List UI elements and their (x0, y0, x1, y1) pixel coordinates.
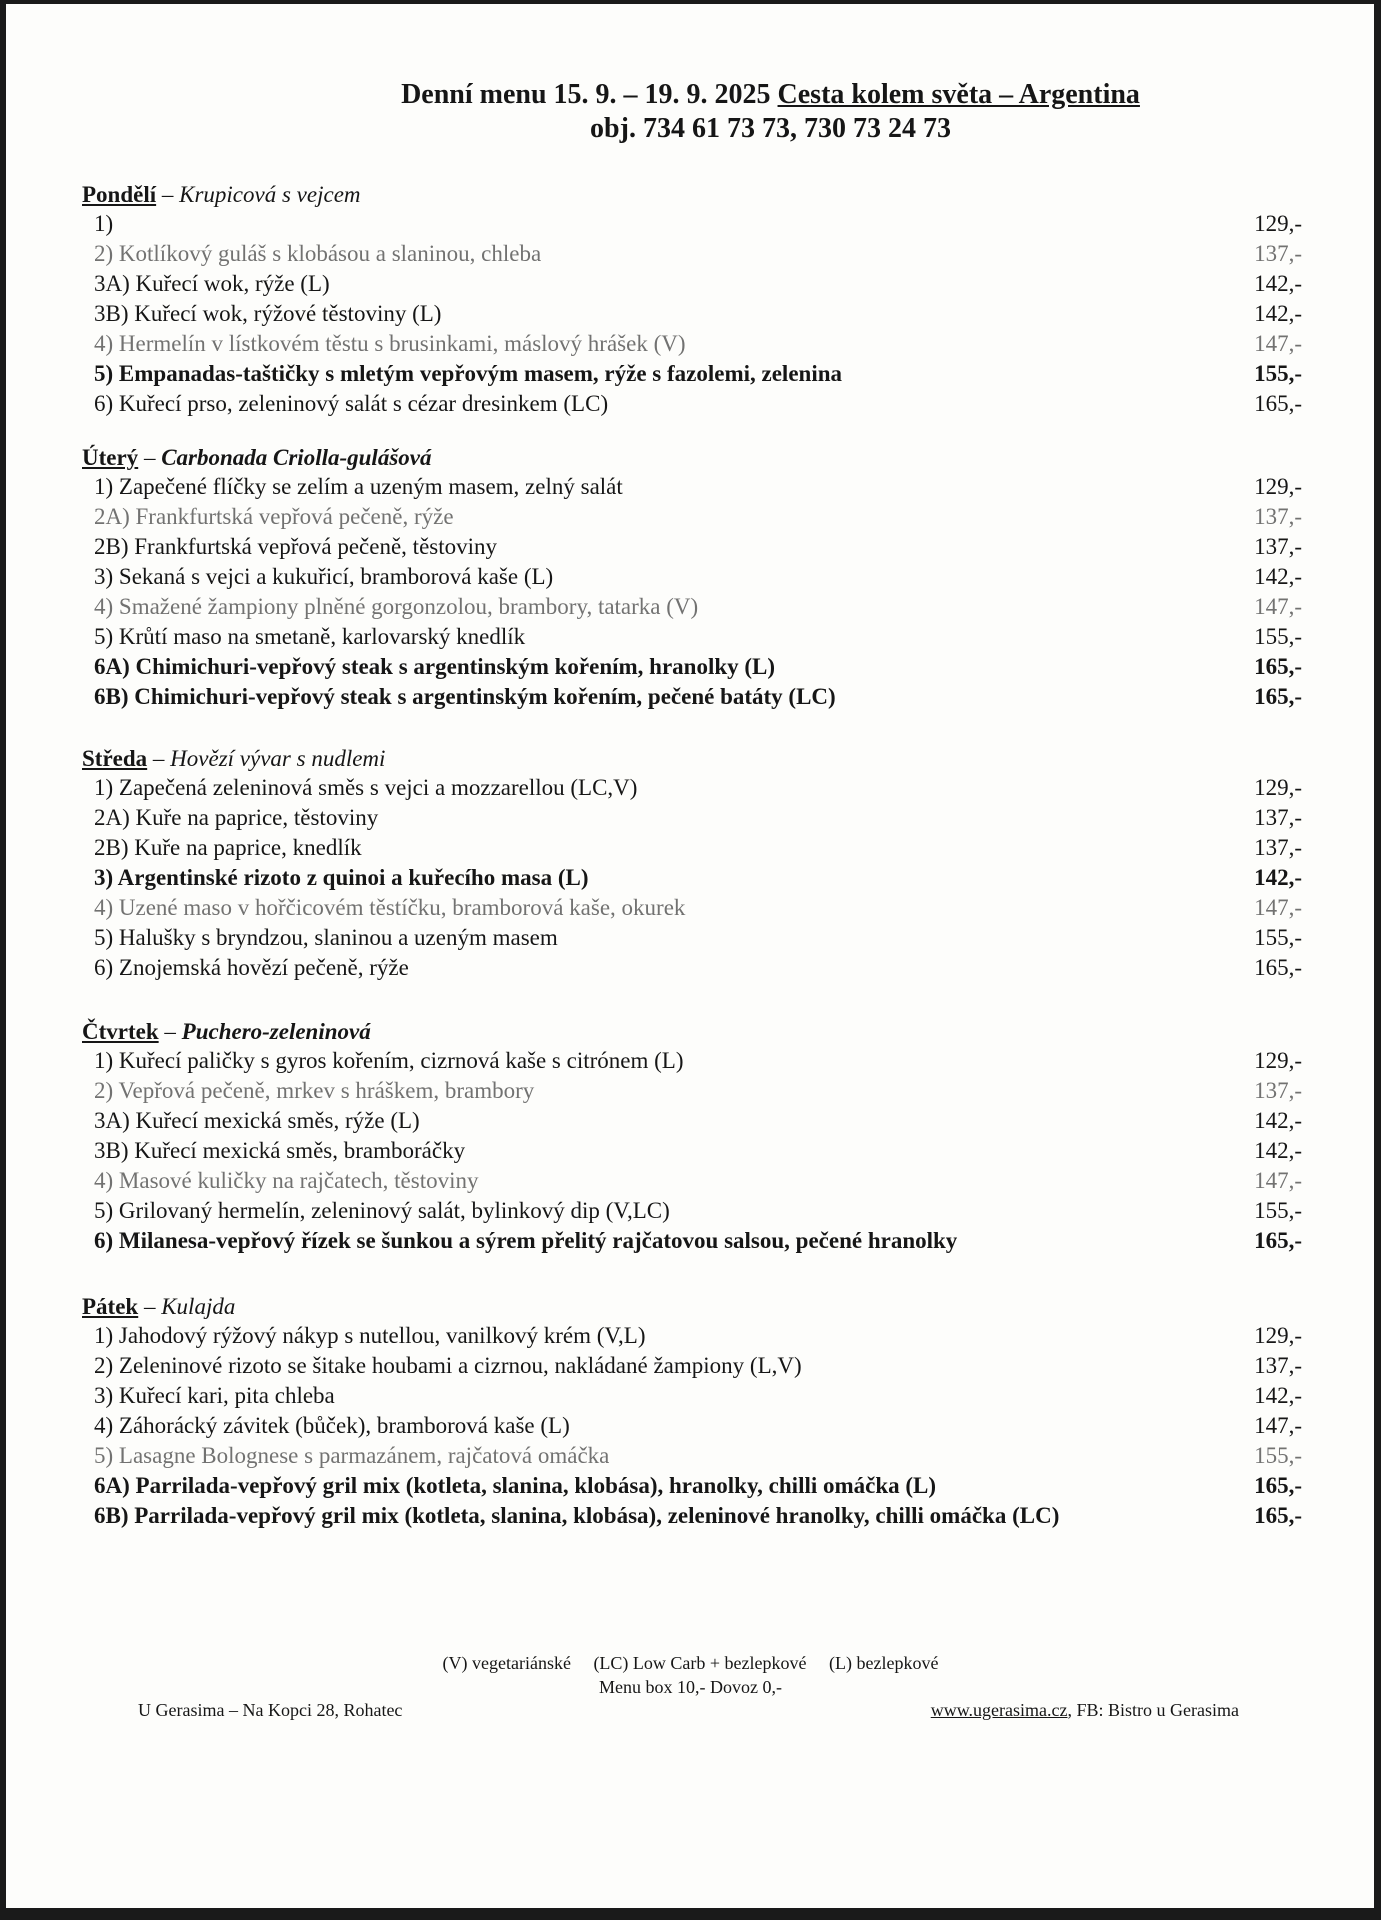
menu-item-price: 155,- (1254, 925, 1302, 950)
menu-item (82, 1196, 1302, 1226)
restaurant-address: U Gerasima – Na Kopci 28, Rohatec (138, 1700, 403, 1720)
menu-theme: Cesta kolem světa – Argentina (777, 79, 1140, 110)
menu-item-price: 142,- (1254, 271, 1302, 296)
legend-gluten-free: (L) bezlepkové (829, 1653, 939, 1673)
menu-item (82, 953, 1302, 983)
menu-item-price: 129,- (1254, 775, 1302, 800)
menu-item-label: 4) Smažené žampiony plněné gorgonzolou, brambory, tatarka (V) (94, 594, 699, 619)
menu-item-price: 147,- (1254, 331, 1302, 356)
day-heading: Pátek – Kulajda (82, 1294, 236, 1319)
menu-item (82, 893, 1302, 923)
menu-item (82, 359, 1302, 389)
menu-item-label: 3) Sekaná s vejci a kukuřicí, bramborová kaše (L) (94, 564, 554, 589)
menu-item-label: 1) Kuřecí paličky s gyros kořením, cizrnová kaše s citrónem (L) (94, 1048, 684, 1073)
menu-item-label: 3) Argentinské rizoto z quinoi a kuřecího masa (L) (94, 865, 589, 890)
day-name: Úterý (82, 445, 139, 470)
menu-item-price: 142,- (1254, 301, 1302, 326)
day-name: Středa (82, 746, 148, 771)
menu-item-label: 2A) Frankfurtská vepřová pečeně, rýže (94, 504, 454, 529)
menu-item-price: 165,- (1254, 1228, 1302, 1253)
day-name: Čtvrtek (82, 1019, 159, 1044)
menu-item-price: 137,- (1254, 534, 1302, 559)
menu-item-label: 6B) Chimichuri-vepřový steak s argentinským kořením, pečené batáty (LC) (94, 684, 836, 709)
legend-line (0, 1651, 1381, 1675)
menu-item (82, 1076, 1302, 1106)
day-name: Pátek (82, 1294, 139, 1319)
day-heading: Úterý – Carbonada Criolla-gulášová (82, 445, 432, 470)
day-soup: Carbonada Criolla-gulášová (161, 445, 432, 470)
menu-item (82, 562, 1302, 592)
menu-item-label: 4) Uzené maso v hořčicovém těstíčku, bramborová kaše, okurek (94, 895, 686, 920)
menu-item-label: 6A) Chimichuri-vepřový steak s argentinským kořením, hranolky (L) (94, 654, 776, 679)
menu-item-price: 142,- (1254, 1383, 1302, 1408)
day-soup: Krupicová s vejcem (179, 182, 361, 207)
menu-item-price: 165,- (1254, 654, 1302, 679)
menu-item-price: 137,- (1254, 1353, 1302, 1378)
menu-item-label: 5) Krůtí maso na smetaně, karlovarský knedlík (94, 624, 526, 649)
menu-box-delivery: Menu box 10,- Dovoz 0,- (599, 1677, 782, 1697)
day-soup: Puchero-zeleninová (181, 1019, 371, 1044)
menu-item (82, 1501, 1302, 1531)
menu-item-label: 4) Záhorácký závitek (bůček), bramborová kaše (L) (94, 1413, 570, 1438)
menu-item-label: 3) Kuřecí kari, pita chleba (94, 1383, 335, 1408)
menu-item-label: 5) Empanadas-taštičky s mletým vepřovým masem, rýže s fazolemi, zelenina (94, 361, 843, 386)
menu-header (0, 78, 1381, 146)
menu-item-label: 2B) Kuře na paprice, knedlík (94, 835, 362, 860)
menu-item (82, 299, 1302, 329)
menu-item (82, 1166, 1302, 1196)
day-heading: Středa – Hovězí vývar s nudlemi (82, 746, 386, 771)
menu-item-label: 1) Jahodový rýžový nákyp s nutellou, vanilkový krém (V,L) (94, 1323, 646, 1348)
menu-item (82, 329, 1302, 359)
menu-item-label: 2) Vepřová pečeně, mrkev s hráškem, brambory (94, 1078, 535, 1103)
menu-item-label: 2B) Frankfurtská vepřová pečeně, těstoviny (94, 534, 498, 559)
menu-item-price: 129,- (1254, 474, 1302, 499)
day-tuesday (82, 443, 1302, 712)
menu-item-price: 137,- (1254, 241, 1302, 266)
menu-item-price: 137,- (1254, 835, 1302, 860)
menu-item (82, 239, 1302, 269)
day-monday (82, 180, 1302, 419)
menu-item (82, 1471, 1302, 1501)
day-thursday (82, 1017, 1302, 1256)
day-heading: Čtvrtek – Puchero-zeleninová (82, 1019, 371, 1044)
menu-item-price: 142,- (1254, 1108, 1302, 1133)
menu-item-price: 155,- (1254, 1443, 1302, 1468)
menu-item-label: 3A) Kuřecí mexická směs, rýže (L) (94, 1108, 420, 1133)
website-link[interactable]: www.ugerasima.cz (930, 1700, 1068, 1720)
menu-item-label: 6) Kuřecí prso, zeleninový salát s cézar dresinkem (LC) (94, 391, 609, 416)
menu-item-label: 2) Kotlíkový guláš s klobásou a slaninou, chleba (94, 241, 542, 266)
menu-item-label: 1) Zapečená zeleninová směs s vejci a mozzarellou (LC,V) (94, 775, 638, 800)
menu-item-price: 129,- (1254, 1323, 1302, 1348)
day-soup: Kulajda (161, 1294, 236, 1319)
menu-item-label: 3A) Kuřecí wok, rýže (L) (94, 271, 330, 296)
menu-item (82, 1046, 1302, 1076)
menu-item-price: 147,- (1254, 1168, 1302, 1193)
menu-item (82, 1411, 1302, 1441)
menu-item-price: 142,- (1254, 1138, 1302, 1163)
diet-legend (0, 1651, 1381, 1699)
menu-item (82, 1381, 1302, 1411)
menu-item-label: 5) Halušky s bryndzou, slaninou a uzeným masem (94, 925, 558, 950)
menu-item-label: 6B) Parrilada-vepřový gril mix (kotleta, slanina, klobása), zeleninové hranolky, chilli omáčka (LC) (94, 1503, 1060, 1528)
menu-item (82, 502, 1302, 532)
menu-item (82, 622, 1302, 652)
menu-title (160, 78, 1381, 112)
menu-item (82, 863, 1302, 893)
menu-item-price: 165,- (1254, 391, 1302, 416)
menu-item (82, 1106, 1302, 1136)
menu-item-price: 142,- (1254, 564, 1302, 589)
menu-item (82, 1136, 1302, 1166)
menu-item (82, 1351, 1302, 1381)
restaurant-web (931, 1700, 1239, 1721)
menu-item (82, 682, 1302, 712)
facebook-name: , FB: Bistro u Gerasima (1067, 1700, 1239, 1720)
menu-item-label: 5) Grilovaný hermelín, zeleninový salát, bylinkový dip (V,LC) (94, 1198, 670, 1223)
menu-item (82, 1226, 1302, 1256)
menu-item (82, 1441, 1302, 1471)
menu-item-price: 165,- (1254, 684, 1302, 709)
menu-item (82, 592, 1302, 622)
day-heading: Pondělí – Krupicová s vejcem (82, 182, 361, 207)
menu-item-price: 137,- (1254, 504, 1302, 529)
menu-item-price: 165,- (1254, 1503, 1302, 1528)
menu-item (82, 472, 1302, 502)
menu-item-price: 155,- (1254, 1198, 1302, 1223)
day-friday (82, 1292, 1302, 1531)
order-phones: obj. 734 61 73 73, 730 73 24 73 (590, 113, 951, 144)
menu-item-price: 165,- (1254, 955, 1302, 980)
menu-item-label: 3B) Kuřecí wok, rýžové těstoviny (L) (94, 301, 442, 326)
menu-item-price: 129,- (1254, 211, 1302, 236)
menu-item-label: 6A) Parrilada-vepřový gril mix (kotleta, slanina, klobása), hranolky, chilli omáčka (L) (94, 1473, 937, 1498)
menu-item-price: 137,- (1254, 805, 1302, 830)
menu-item (82, 389, 1302, 419)
menu-dates: Denní menu 15. 9. – 19. 9. 2025 (401, 79, 771, 110)
menu-item-price: 137,- (1254, 1078, 1302, 1103)
menu-item-label: 5) Lasagne Bolognese s parmazánem, rajčatová omáčka (94, 1443, 610, 1468)
day-name: Pondělí (82, 182, 157, 207)
menu-item-label: 6) Znojemská hovězí pečeně, rýže (94, 955, 409, 980)
menu-item (82, 269, 1302, 299)
menu-item-price: 165,- (1254, 1473, 1302, 1498)
legend-vegetarian: (V) vegetariánské (442, 1653, 571, 1673)
menu-item-price: 129,- (1254, 1048, 1302, 1073)
menu-item-price: 147,- (1254, 594, 1302, 619)
menu-item-label: 3B) Kuřecí mexická směs, bramboráčky (94, 1138, 466, 1163)
menu-item-label: 2A) Kuře na paprice, těstoviny (94, 805, 379, 830)
menu-item (82, 532, 1302, 562)
menu-item (82, 652, 1302, 682)
menu-item-label: 2) Zeleninové rizoto se šitake houbami a cizrnou, nakládané žampiony (L,V) (94, 1353, 802, 1378)
menu-item-label: 1) Zapečené flíčky se zelím a uzeným masem, zelný salát (94, 474, 623, 499)
day-soup: Hovězí vývar s nudlemi (170, 746, 386, 771)
menu-item (82, 1321, 1302, 1351)
menu-item-price: 155,- (1254, 624, 1302, 649)
menu-item-price: 147,- (1254, 895, 1302, 920)
menu-item-label: 4) Masové kuličky na rajčatech, těstoviny (94, 1168, 479, 1193)
menu-item-label: 6) Milanesa-vepřový řízek se šunkou a sýrem přelitý rajčatovou salsou, pečené hranolky (94, 1228, 958, 1253)
legend-low-carb: (LC) Low Carb + bezlepkové (593, 1653, 807, 1673)
menu-item-label: 1) (94, 211, 114, 236)
menu-item-price: 147,- (1254, 1413, 1302, 1438)
day-wednesday (82, 744, 1302, 983)
menu-item-price: 155,- (1254, 361, 1302, 386)
menu-item-price: 142,- (1254, 865, 1302, 890)
menu-item (82, 209, 1302, 239)
menu-item (82, 773, 1302, 803)
menu-item (82, 923, 1302, 953)
menu-item (82, 803, 1302, 833)
menu-item-label: 4) Hermelín v lístkovém těstu s brusinkami, máslový hrášek (V) (94, 331, 686, 356)
menu-item (82, 833, 1302, 863)
